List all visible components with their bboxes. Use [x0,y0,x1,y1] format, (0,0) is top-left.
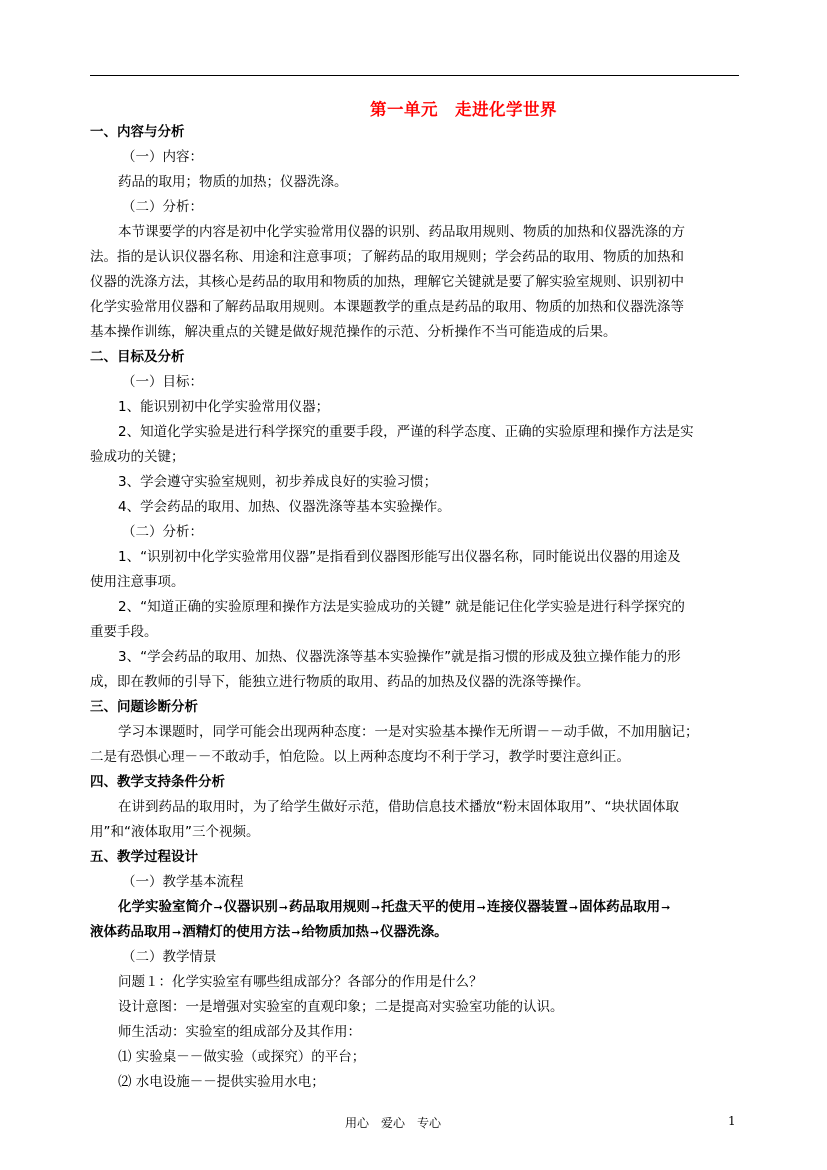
flow-row [90,920,742,945]
goal-label: （一）目标： [122,374,203,390]
page-footer: 用心 爱心 专心 [345,1116,442,1130]
analysis-item: 2、“知道正确的实验原理和操作方法是实验成功的关键” 就是能记住化学实验是进行科学探究的 [118,599,685,615]
page-number: 1 [728,1114,736,1128]
analysis-line: 法。指的是认识仪器名称、用途和注意事项；了解药品的取用规则；学会药品的取用、物质的加热和 [90,249,684,265]
flow-row [90,895,742,920]
arrow-right-icon: ➞ [213,901,223,914]
arrow-right-icon: ➞ [476,901,486,914]
arrow-right-icon: ➞ [172,926,182,939]
flow-step: 托盘天平的使用 [381,899,476,915]
section-heading-5: 五、教学过程设计 [90,849,198,865]
analysis-line: 仪器的洗涤方法，其核心是药品的取用和物质的加热，理解它关键就是要了解实验室规则、识别初中 [90,274,684,290]
list-item: ⑵ 水电设施－－提供实验用水电； [118,1074,325,1090]
content-label: （一）内容： [122,149,203,165]
section-heading-2: 二、目标及分析 [90,349,185,365]
flow-step: 酒精灯的使用方法 [182,924,291,940]
analysis-line: 化学实验常用仪器和了解药品取用规则。本课题教学的重点是药品的取用、物质的加热和仪器洗涤等 [90,299,684,315]
flow-step: 药品取用规则 [288,899,370,915]
flow-label: （一）教学基本流程 [122,874,244,890]
analysis-item-continued: 使用注意事项。 [90,574,185,590]
support-line: 用”和“液体取用”三个视频。 [90,824,260,840]
list-item: ⑴ 实验桌－－做实验（或探究）的平台； [118,1049,366,1065]
analysis-line: 基本操作训练，解决重点的关键是做好规范操作的示范、分析操作不当可能造成的后果。 [90,324,617,340]
arrow-right-icon: ➞ [568,901,579,914]
goal-item: 4、学会药品的取用、加热、仪器洗涤等基本实验操作。 [118,499,451,515]
analysis-item: 3、“学会药品的取用、加热、仪器洗涤等基本实验操作”就是指习惯的形成及独立操作能力的形 [118,649,681,665]
document-body [90,120,742,1095]
section-heading-3: 三、问题诊断分析 [90,699,198,715]
arrow-right-icon: ➞ [291,926,301,939]
question-line: 问题１：化学实验室有哪些组成部分？各部分的作用是什么？ [118,974,483,990]
arrow-right-icon: ➞ [278,901,288,914]
arrow-right-icon: ➞ [661,901,671,914]
arrow-right-icon: ➞ [370,901,381,914]
activity-line: 师生活动：实验室的组成部分及其作用： [118,1024,361,1040]
section-heading-1: 一、内容与分析 [90,124,185,140]
analysis-label: （二）分析： [122,199,203,215]
analysis-item: 1、“识别初中化学实验常用仪器”是指看到仪器图形能写出仪器名称，同时能说出仪器的用途及 [118,549,681,565]
flow-step: 仪器识别 [223,899,278,915]
arrow-right-icon: ➞ [369,926,380,939]
section-heading-4: 四、教学支持条件分析 [90,774,225,790]
goal-item: 1、能识别初中化学实验常用仪器； [118,399,330,415]
scene-label: （二）教学情景 [122,949,217,965]
flow-step: 固体药品取用 [579,899,661,915]
diagnosis-line: 学习本课题时，同学可能会出现两种态度：一是对实验基本操作无所谓－－动手做，不加用脑记； [118,724,699,740]
goal-item-continued: 验成功的关键； [90,449,185,465]
intent-line: 设计意图：一是增强对实验室的直观印象；二是提高对实验室功能的认识。 [118,999,564,1015]
flow-step: 给物质加热 [301,924,369,940]
goal-item: 3、学会遵守实验室规则，初步养成良好的实验习惯； [118,474,438,490]
flow-step: 化学实验室简介 [118,899,213,915]
diagnosis-line: 二是有恐惧心理－－不敢动手，怕危险。以上两种态度均不利于学习，教学时要注意纠正。 [90,749,630,765]
goal-item: 2、知道化学实验是进行科学探究的重要手段，严谨的科学态度、正确的实验原理和操作方法是实 [118,424,694,440]
flow-step: 连接仪器装置 [486,899,568,915]
analysis-line: 本节课要学的内容是初中化学实验常用仪器的识别、药品取用规则、物质的加热和仪器洗涤的方 [118,224,685,240]
analysis-label-2: （二）分析： [122,524,203,540]
analysis-item-continued: 重要手段。 [90,624,158,640]
flow-step: 液体药品取用 [90,924,171,940]
page-title: 第一单元 走进化学世界 [370,100,557,119]
flow-step: 仪器洗涤。 [380,924,448,940]
analysis-item-continued: 成，即在教师的引导下，能独立进行物质的取用、药品的加热及仪器的洗涤等操作。 [90,674,590,690]
header-rule [90,75,739,76]
content-text: 药品的取用；物质的加热；仪器洗涤。 [118,174,348,190]
support-line: 在讲到药品的取用时，为了给学生做好示范，借助信息技术播放“粉末固体取用”、“块状固体取 [118,799,679,815]
